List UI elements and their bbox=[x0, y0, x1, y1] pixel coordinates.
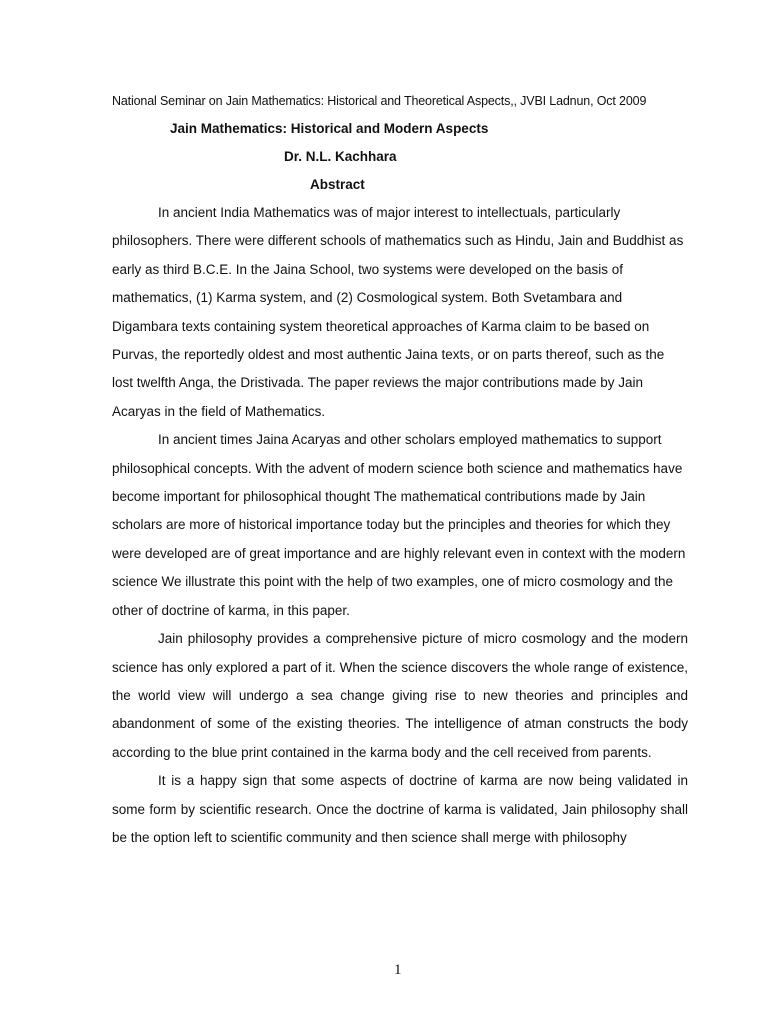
abstract-paragraph-1: In ancient India Mathematics was of major interest to intellectuals, particularly philosophers. There were different schools of mathematics such as Hindu, Jain and Buddhist as early as third B.C.E. In the Jaina School, two systems were developed on the basis of mathematics, (1) Karma system, and (2) Cosmological system. Both Svetambara and Digambara texts containing system theoretical approaches of Karma claim to be based on Purvas, the reportedly oldest and most authentic Jaina texts, or on parts thereof, such as the lost twelfth Anga, the Dristivada. The paper reviews the major contributions made by Jain Acaryas in the field of Mathematics. bbox=[112, 205, 684, 419]
seminar-header: National Seminar on Jain Mathematics: Historical and Theoretical Aspects,, JVBI Ladnun, Oct 2009 bbox=[112, 94, 647, 108]
abstract-paragraph-2: In ancient times Jaina Acaryas and other scholars employed mathematics to support philosophical concepts. With the advent of modern science both science and mathematics have become important for philosophical thought The mathematical contributions made by Jain scholars are more of historical importance today but the principles and theories for which they were developed are of great importance and are highly relevant even in context with the modern science We illustrate this point with the help of two examples, one of micro cosmology and the other of doctrine of karma, in this paper. bbox=[112, 432, 686, 618]
author-name: Dr. N.L. Kachhara bbox=[284, 149, 397, 164]
page-number: 1 bbox=[394, 962, 402, 978]
paper-title: Jain Mathematics: Historical and Modern Aspects bbox=[170, 121, 489, 136]
abstract-heading: Abstract bbox=[310, 177, 365, 192]
abstract-paragraph-4: It is a happy sign that some aspects of doctrine of karma are now being validated in some form by scientific research. Once the doctrine of karma is validated, Jain philosophy shall be the option left to scientific community and then science shall merge with philosophy bbox=[112, 773, 688, 845]
abstract-body bbox=[112, 199, 688, 852]
abstract-paragraph-3: Jain philosophy provides a comprehensive picture of micro cosmology and the modern science has only explored a part of it. When the science discovers the whole range of existence, the world view will undergo a sea change giving rise to new theories and principles and abandonment of some of the existing theories. The intelligence of atman constructs the body according to the blue print contained in the karma body and the cell received from parents. bbox=[112, 631, 688, 760]
